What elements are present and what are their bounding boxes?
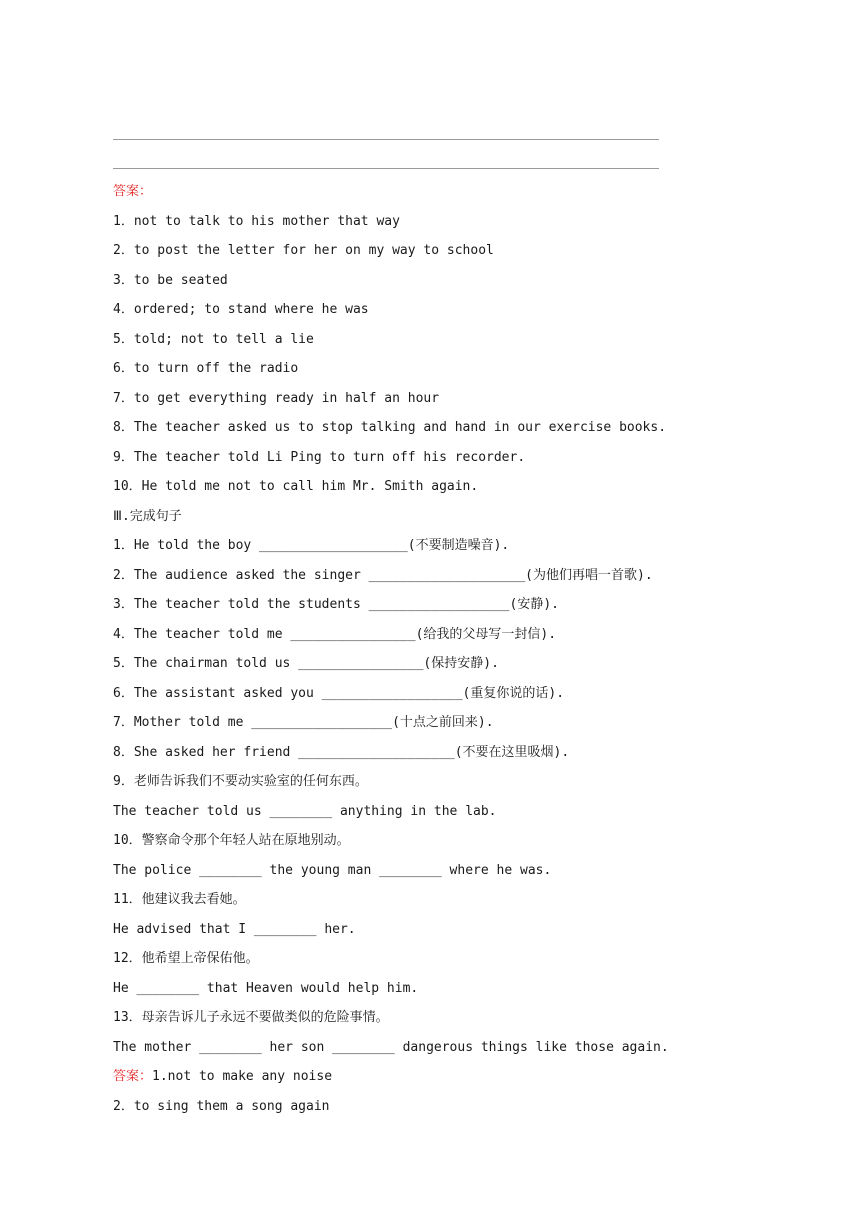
answer-item: 3．to be seated — [113, 273, 228, 288]
answer-item: 5．told; not to tell a lie — [113, 332, 314, 347]
blank-answer-line — [113, 139, 659, 140]
exercise-item: 4．The teacher told me ________________(给我的父母写一封信). — [113, 627, 557, 642]
exercise-item: 7．Mother told me __________________(十点之前回来). — [113, 715, 494, 730]
answer-item: 1.not to make any noise — [152, 1069, 333, 1084]
answer-item: 10．He told me not to call him Mr. Smith again. — [113, 479, 479, 494]
answers-line — [113, 1067, 332, 1087]
answers-heading: 答案： — [113, 184, 153, 199]
exercise-item: 1．He told the boy ___________________(不要制造噪音). — [113, 538, 510, 553]
exercise-item: 8．She asked her friend ____________________(不要在这里吸烟). — [113, 745, 570, 760]
answer-item: 8．The teacher asked us to stop talking and hand in our exercise books. — [113, 420, 667, 435]
answer-item: 4．ordered; to stand where he was — [113, 302, 369, 317]
answer-item: 7．to get everything ready in half an hour — [113, 391, 440, 406]
exercise-prompt-chinese: 13．母亲告诉儿子永远不要做类似的危险事情。 — [113, 1010, 389, 1025]
answer-item: 2．to post the letter for her on my way to school — [113, 243, 494, 258]
exercise-sentence: The teacher told us ________ anything in the lab. — [113, 804, 497, 819]
exercise-sentence: He ________ that Heaven would help him. — [113, 981, 419, 996]
section-title: Ⅲ.完成句子 — [113, 509, 182, 524]
exercise-prompt-chinese: 11．他建议我去看她。 — [113, 892, 246, 907]
answer-item: 6．to turn off the radio — [113, 361, 299, 376]
exercise-prompt-chinese: 12．他希望上帝保佑他。 — [113, 951, 259, 966]
answer-item: 2．to sing them a song again — [113, 1099, 330, 1114]
exercise-sentence: The police ________ the young man ________ where he was. — [113, 863, 552, 878]
exercise-sentence: The mother ________ her son ________ dangerous things like those again. — [113, 1040, 669, 1055]
exercise-item: 2．The audience asked the singer ____________________(为他们再唱一首歌). — [113, 568, 653, 583]
exercise-prompt-chinese: 9．老师告诉我们不要动实验室的任何东西。 — [113, 774, 368, 789]
blank-answer-line — [113, 168, 659, 169]
answer-item: 9．The teacher told Li Ping to turn off his recorder. — [113, 450, 526, 465]
answers-label: 答案： — [113, 1069, 153, 1084]
exercise-item: 3．The teacher told the students __________________(安静). — [113, 597, 559, 612]
exercise-sentence: He advised that I ________ her. — [113, 922, 356, 937]
exercise-prompt-chinese: 10．警察命令那个年轻人站在原地别动。 — [113, 833, 350, 848]
answer-item: 1．not to talk to his mother that way — [113, 214, 400, 229]
exercise-item: 6．The assistant asked you __________________(重复你说的话). — [113, 686, 565, 701]
exercise-item: 5．The chairman told us ________________(保持安静). — [113, 656, 499, 671]
